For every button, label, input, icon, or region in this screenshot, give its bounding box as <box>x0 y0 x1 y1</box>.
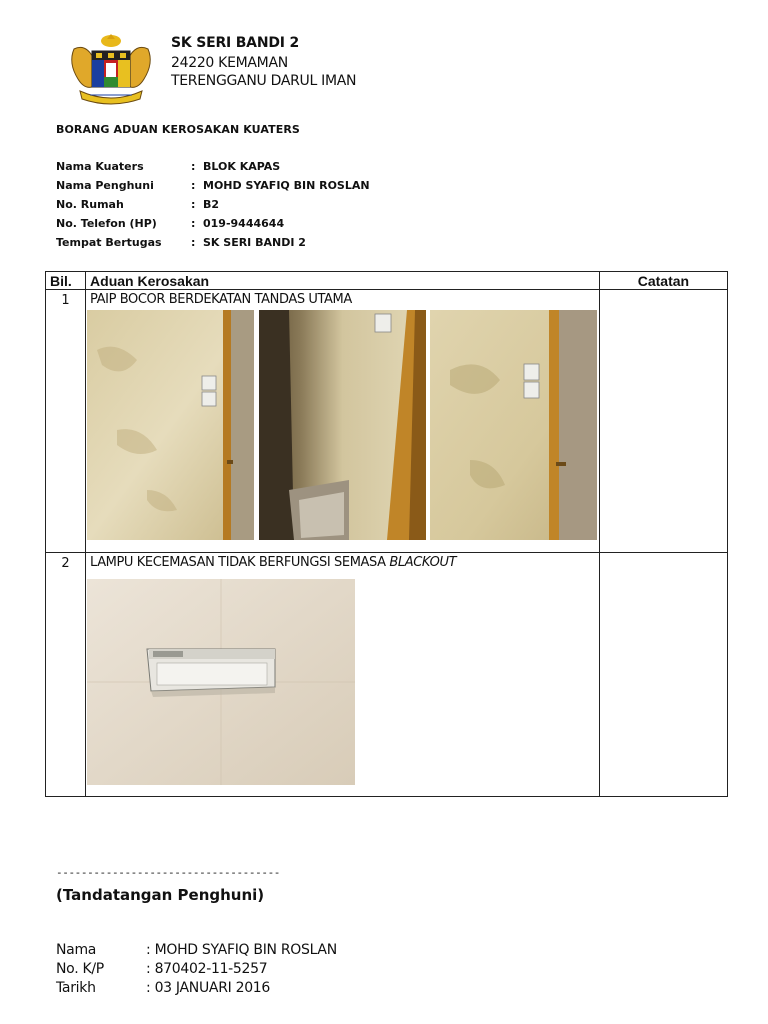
info-label: Tempat Bertugas <box>56 236 162 249</box>
row-number: 2 <box>46 553 86 797</box>
info-label: Nama Penghuni <box>56 179 154 192</box>
wall-leak-photo-3 <box>430 310 597 540</box>
wall-leak-photo-1 <box>87 310 254 540</box>
info-label: No. Telefon (HP) <box>56 217 157 230</box>
info-row-nama-kuaters <box>56 160 370 179</box>
signature-line: ------------------------------------ <box>56 866 281 879</box>
header-aduan: Aduan Kerosakan <box>86 272 600 290</box>
emergency-lamp-photo <box>87 579 355 785</box>
signature-title: (Tandatangan Penghuni) <box>56 886 265 904</box>
info-separator: : <box>191 198 196 211</box>
info-value: MOHD SYAFIQ BIN ROSLAN <box>203 179 370 192</box>
info-block <box>56 160 370 255</box>
description-italic-text: BLACKOUT <box>389 555 457 570</box>
footer-value: : 03 JANUARI 2016 <box>146 980 271 996</box>
description-text: PAIP BOCOR BERDEKATAN TANDAS UTAMA <box>90 292 352 307</box>
info-separator: : <box>191 217 196 230</box>
info-row-no-rumah <box>56 198 370 217</box>
info-value: 019-9444644 <box>203 217 285 230</box>
footer-value: : MOHD SYAFIQ BIN ROSLAN <box>146 942 337 958</box>
info-separator: : <box>191 236 196 249</box>
description-text: LAMPU KECEMASAN TIDAK BERFUNGSI SEMASA <box>90 555 390 570</box>
row-number: 1 <box>46 290 86 553</box>
footer-value: : 870402-11-5257 <box>146 961 268 977</box>
form-title: BORANG ADUAN KEROSAKAN KUATERS <box>56 123 300 136</box>
wall-leak-photo-2 <box>259 310 426 540</box>
footer-row-nama <box>56 942 337 958</box>
row-note <box>599 553 727 797</box>
footer-label: Tarikh <box>56 980 96 996</box>
info-label: Nama Kuaters <box>56 160 144 173</box>
info-separator: : <box>191 179 196 192</box>
info-value: BLOK KAPAS <box>203 160 281 173</box>
address-line-1: 24220 KEMAMAN <box>171 55 288 71</box>
info-row-tempat-bertugas <box>56 236 370 255</box>
info-separator: : <box>191 160 196 173</box>
info-label: No. Rumah <box>56 198 124 211</box>
footer-row-no-kp <box>56 961 267 977</box>
header-catatan: Catatan <box>599 272 727 290</box>
table-header-row <box>46 272 728 290</box>
coat-of-arms-icon <box>66 33 156 107</box>
info-row-no-telefon <box>56 217 370 236</box>
address-line-2: TERENGGANU DARUL IMAN <box>171 73 357 89</box>
row-note <box>599 290 727 553</box>
header-bil: Bil. <box>46 272 86 290</box>
school-name: SK SERI BANDI 2 <box>171 35 299 51</box>
info-value: SK SERI BANDI 2 <box>203 236 306 249</box>
footer-row-tarikh <box>56 980 270 996</box>
info-value: B2 <box>203 198 220 211</box>
footer-label: No. K/P <box>56 961 104 977</box>
footer-label: Nama <box>56 942 97 958</box>
info-row-nama-penghuni <box>56 179 370 198</box>
